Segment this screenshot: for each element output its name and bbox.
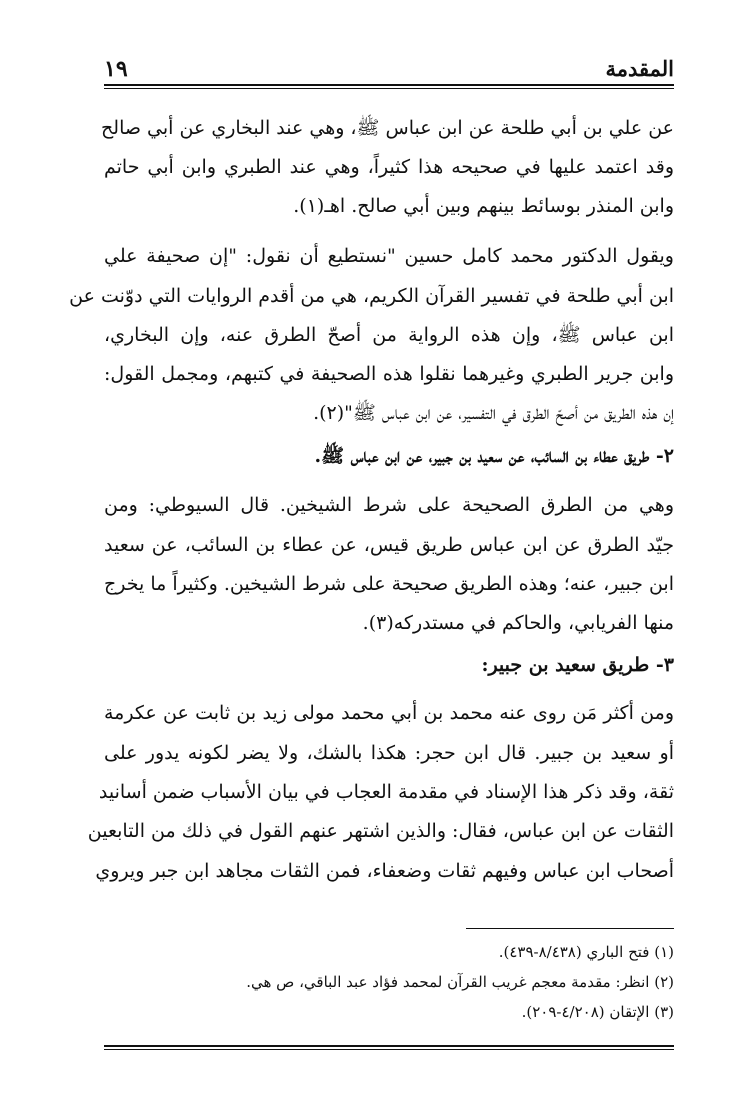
footnote: (٣) الإتقان (٤/٢٠٨-٢٠٩).	[521, 1003, 674, 1021]
body-line: منها الفريابي، والحاكم في مستدركه(٣).	[362, 612, 674, 634]
footer-rule-secondary	[104, 1049, 674, 1050]
body-line: أصحاب ابن عباس وفيهم ثقات وضعفاء، فمن الثقات مجاهد ابن جبر ويروي	[95, 860, 674, 882]
body-line: وابن جرير الطبري وغيرهما نقلوا هذه الصحيفة في كتبهم، ومجمل القول:	[104, 363, 674, 385]
footnote-separator	[466, 928, 674, 929]
header-rule	[104, 84, 674, 86]
section-heading: ٢- طريق عطاء بن السائب، عن سعيد بن جبير، عن ابن عباس ﷺ.	[314, 445, 674, 467]
body-line: ثقة، وقد ذكر هذا الإسناد في مقدمة العجاب في بيان الأسباب ضمن أسانيد	[98, 781, 674, 803]
body-line: ويقول الدكتور محمد كامل حسين "نستطيع أن نقول: "إن صحيفة علي	[104, 245, 674, 267]
body-line: وقد اعتمد عليها في صحيحه هذا كثيراً، وهي عند الطبري وابن أبي حاتم	[104, 156, 674, 178]
body-line: وهي من الطرق الصحيحة على شرط الشيخين. قال السيوطي: ومن	[104, 494, 674, 516]
body-line: جيّد الطرق عن ابن عباس طريق قيس، عن عطاء بن السائب، عن سعيد	[104, 534, 674, 556]
page-number: ١٩	[104, 56, 128, 82]
running-header	[104, 56, 674, 86]
body-line: ابن جبير، عنه؛ وهذه الطريق صحيحة على شرط الشيخين. وكثيراً ما يخرج	[104, 573, 674, 595]
body-line: ابن أبي طلحة في تفسير القرآن الكريم، هي من أقدم الروايات التي دوّنت عن	[69, 285, 674, 307]
body-line: أو سعيد بن جبير. قال ابن حجر: هكذا بالشك، ولا يضر لكونه يدور على	[104, 742, 674, 764]
footer-rule	[104, 1045, 674, 1047]
section-heading: ٣- طريق سعيد بن جبير:	[481, 654, 674, 676]
footnote: (١) فتح الباري (٨/٤٣٨-٤٣٩).	[498, 943, 674, 961]
footnote: (٢) انظر: مقدمة معجم غريب القرآن لمحمد فؤاد عبد الباقي، ص هي.	[246, 973, 674, 991]
body-line: وابن المنذر بوسائط بينهم وبين أبي صالح. اهـ(١).	[293, 195, 674, 217]
body-line: ابن عباس ﷺ، وإن هذه الرواية من أصحّ الطرق عنه، وإن البخاري،	[104, 324, 674, 346]
chapter-title: المقدمة	[605, 56, 674, 81]
body-line: إن هذه الطريق من أصحّ الطرق في التفسير، عن ابن عباس ﷺ"(٢).	[313, 402, 674, 424]
body-line: الثقات عن ابن عباس، فقال: والذين اشتهر عنهم القول في ذلك من التابعين	[87, 820, 674, 842]
body-line: ومن أكثر مَن روى عنه محمد بن أبي محمد مولى زيد بن ثابت عن عكرمة	[104, 702, 674, 724]
header-rule-secondary	[104, 88, 674, 89]
body-line: عن علي بن أبي طلحة عن ابن عباس ﷺ، وهي عند البخاري عن أبي صالح	[101, 117, 674, 139]
